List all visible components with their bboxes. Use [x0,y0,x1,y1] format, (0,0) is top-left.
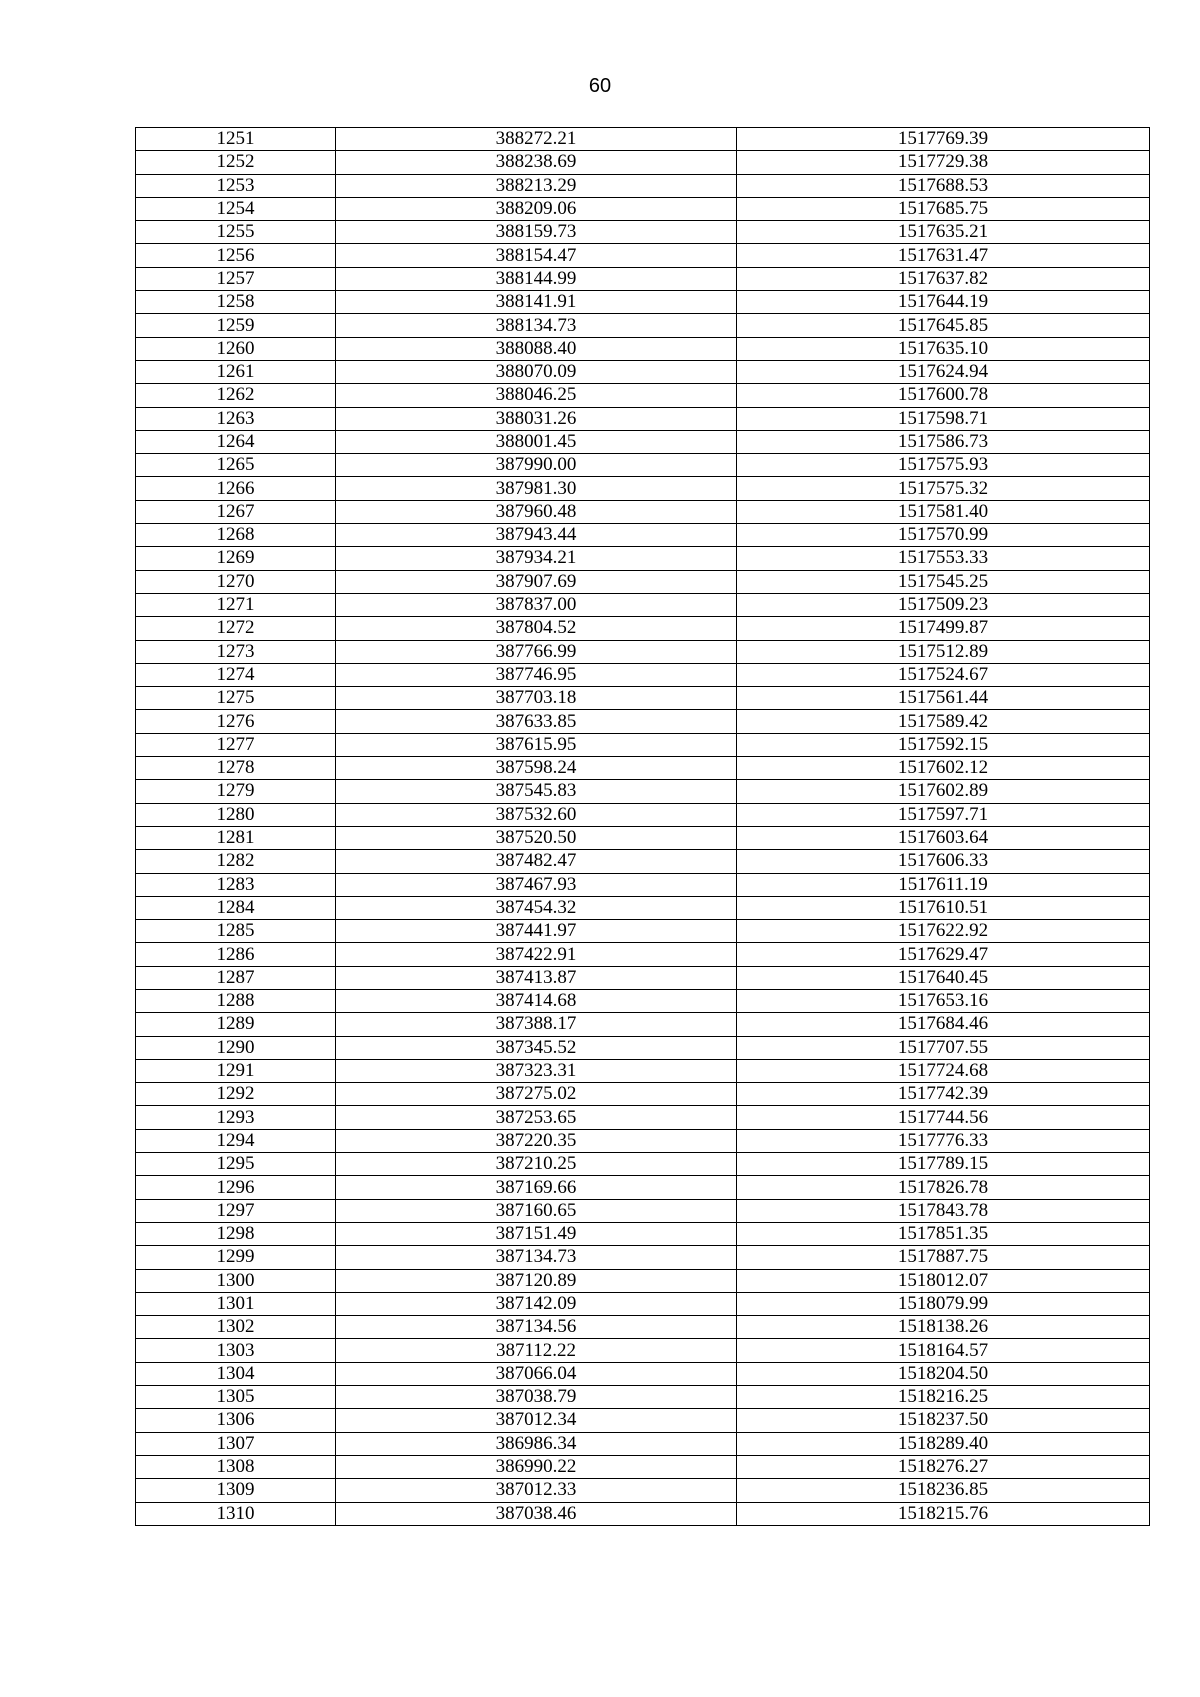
y-coordinate-cell: 1518236.85 [737,1479,1150,1502]
point-number-cell: 1289 [136,1013,336,1036]
point-number-cell: 1260 [136,337,336,360]
table-row [136,570,1150,593]
y-coordinate-cell: 1517645.85 [737,314,1150,337]
y-coordinate-cell: 1517707.55 [737,1036,1150,1059]
y-coordinate-cell: 1518164.57 [737,1339,1150,1362]
x-coordinate-cell: 387160.65 [336,1199,737,1222]
y-coordinate-cell: 1517887.75 [737,1246,1150,1269]
point-number-cell: 1261 [136,360,336,383]
point-number-cell: 1275 [136,687,336,710]
point-number-cell: 1252 [136,151,336,174]
x-coordinate-cell: 387454.32 [336,896,737,919]
x-coordinate-cell: 387482.47 [336,850,737,873]
table-row [136,1059,1150,1082]
point-number-cell: 1297 [136,1199,336,1222]
point-number-cell: 1300 [136,1269,336,1292]
table-row [136,663,1150,686]
table-row [136,826,1150,849]
x-coordinate-cell: 387467.93 [336,873,737,896]
y-coordinate-cell: 1518012.07 [737,1269,1150,1292]
point-number-cell: 1288 [136,989,336,1012]
y-coordinate-cell: 1517602.89 [737,780,1150,803]
x-coordinate-cell: 387120.89 [336,1269,737,1292]
y-coordinate-cell: 1518237.50 [737,1409,1150,1432]
y-coordinate-cell: 1517586.73 [737,430,1150,453]
point-number-cell: 1309 [136,1479,336,1502]
point-number-cell: 1298 [136,1222,336,1245]
table-row [136,1199,1150,1222]
point-number-cell: 1282 [136,850,336,873]
table-row [136,197,1150,220]
x-coordinate-cell: 387220.35 [336,1129,737,1152]
x-coordinate-cell: 387134.56 [336,1316,737,1339]
table-row [136,1386,1150,1409]
x-coordinate-cell: 387545.83 [336,780,737,803]
table-row [136,384,1150,407]
table-row [136,267,1150,290]
x-coordinate-cell: 388141.91 [336,291,737,314]
y-coordinate-cell: 1517631.47 [737,244,1150,267]
table-row [136,1269,1150,1292]
point-number-cell: 1287 [136,966,336,989]
table-row [136,454,1150,477]
x-coordinate-cell: 387598.24 [336,757,737,780]
y-coordinate-cell: 1517611.19 [737,873,1150,896]
point-number-cell: 1307 [136,1432,336,1455]
table-row [136,1176,1150,1199]
x-coordinate-cell: 387134.73 [336,1246,737,1269]
point-number-cell: 1257 [136,267,336,290]
y-coordinate-cell: 1517684.46 [737,1013,1150,1036]
x-coordinate-cell: 387934.21 [336,547,737,570]
point-number-cell: 1280 [136,803,336,826]
x-coordinate-cell: 388213.29 [336,174,737,197]
x-coordinate-cell: 387837.00 [336,593,737,616]
point-number-cell: 1256 [136,244,336,267]
y-coordinate-cell: 1517553.33 [737,547,1150,570]
x-coordinate-cell: 388046.25 [336,384,737,407]
x-coordinate-cell: 387943.44 [336,524,737,547]
point-number-cell: 1295 [136,1153,336,1176]
x-coordinate-cell: 387388.17 [336,1013,737,1036]
table-row [136,314,1150,337]
point-number-cell: 1273 [136,640,336,663]
point-number-cell: 1263 [136,407,336,430]
y-coordinate-cell: 1517644.19 [737,291,1150,314]
y-coordinate-cell: 1517575.32 [737,477,1150,500]
table-row [136,360,1150,383]
y-coordinate-cell: 1517776.33 [737,1129,1150,1152]
point-number-cell: 1299 [136,1246,336,1269]
point-number-cell: 1292 [136,1083,336,1106]
y-coordinate-cell: 1517598.71 [737,407,1150,430]
y-coordinate-cell: 1517592.15 [737,733,1150,756]
point-number-cell: 1302 [136,1316,336,1339]
x-coordinate-cell: 387804.52 [336,617,737,640]
point-number-cell: 1254 [136,197,336,220]
point-number-cell: 1304 [136,1362,336,1385]
table-row [136,244,1150,267]
x-coordinate-cell: 387142.09 [336,1292,737,1315]
x-coordinate-cell: 388031.26 [336,407,737,430]
table-row [136,1246,1150,1269]
x-coordinate-cell: 388238.69 [336,151,737,174]
y-coordinate-cell: 1517826.78 [737,1176,1150,1199]
point-number-cell: 1251 [136,128,336,151]
point-number-cell: 1301 [136,1292,336,1315]
x-coordinate-cell: 387746.95 [336,663,737,686]
x-coordinate-cell: 387703.18 [336,687,737,710]
y-coordinate-cell: 1517524.67 [737,663,1150,686]
table-row [136,593,1150,616]
table-row [136,757,1150,780]
point-number-cell: 1262 [136,384,336,407]
point-number-cell: 1265 [136,454,336,477]
y-coordinate-cell: 1517635.21 [737,221,1150,244]
x-coordinate-cell: 388154.47 [336,244,737,267]
page-number: 60 [588,75,612,97]
point-number-cell: 1258 [136,291,336,314]
x-coordinate-cell: 387112.22 [336,1339,737,1362]
y-coordinate-cell: 1517688.53 [737,174,1150,197]
point-number-cell: 1272 [136,617,336,640]
x-coordinate-cell: 387151.49 [336,1222,737,1245]
point-number-cell: 1267 [136,500,336,523]
point-number-cell: 1271 [136,593,336,616]
x-coordinate-cell: 387981.30 [336,477,737,500]
table-row [136,780,1150,803]
y-coordinate-cell: 1518289.40 [737,1432,1150,1455]
point-number-cell: 1283 [136,873,336,896]
y-coordinate-cell: 1517575.93 [737,454,1150,477]
table-row [136,1362,1150,1385]
y-coordinate-cell: 1517622.92 [737,920,1150,943]
point-number-cell: 1286 [136,943,336,966]
x-coordinate-cell: 387323.31 [336,1059,737,1082]
x-coordinate-cell: 388001.45 [336,430,737,453]
x-coordinate-cell: 387275.02 [336,1083,737,1106]
y-coordinate-cell: 1517742.39 [737,1083,1150,1106]
y-coordinate-cell: 1517637.82 [737,267,1150,290]
table-row [136,640,1150,663]
y-coordinate-cell: 1517603.64 [737,826,1150,849]
coordinates-table-body [136,128,1150,1526]
table-row [136,896,1150,919]
y-coordinate-cell: 1517640.45 [737,966,1150,989]
y-coordinate-cell: 1517843.78 [737,1199,1150,1222]
x-coordinate-cell: 386990.22 [336,1455,737,1478]
x-coordinate-cell: 388134.73 [336,314,737,337]
point-number-cell: 1305 [136,1386,336,1409]
table-row [136,221,1150,244]
x-coordinate-cell: 388144.99 [336,267,737,290]
x-coordinate-cell: 387210.25 [336,1153,737,1176]
x-coordinate-cell: 387012.33 [336,1479,737,1502]
table-row [136,547,1150,570]
table-row [136,1106,1150,1129]
x-coordinate-cell: 387633.85 [336,710,737,733]
table-row [136,1292,1150,1315]
table-row [136,687,1150,710]
x-coordinate-cell: 388272.21 [336,128,737,151]
x-coordinate-cell: 387012.34 [336,1409,737,1432]
x-coordinate-cell: 388159.73 [336,221,737,244]
y-coordinate-cell: 1517629.47 [737,943,1150,966]
table-row [136,291,1150,314]
point-number-cell: 1259 [136,314,336,337]
table-row [136,1153,1150,1176]
y-coordinate-cell: 1517724.68 [737,1059,1150,1082]
point-number-cell: 1291 [136,1059,336,1082]
y-coordinate-cell: 1518276.27 [737,1455,1150,1478]
table-row [136,1129,1150,1152]
y-coordinate-cell: 1517685.75 [737,197,1150,220]
point-number-cell: 1303 [136,1339,336,1362]
table-row [136,617,1150,640]
y-coordinate-cell: 1517600.78 [737,384,1150,407]
x-coordinate-cell: 387038.79 [336,1386,737,1409]
point-number-cell: 1293 [136,1106,336,1129]
point-number-cell: 1270 [136,570,336,593]
table-row [136,524,1150,547]
y-coordinate-cell: 1517635.10 [737,337,1150,360]
y-coordinate-cell: 1517597.71 [737,803,1150,826]
x-coordinate-cell: 387038.46 [336,1502,737,1525]
y-coordinate-cell: 1517499.87 [737,617,1150,640]
table-row [136,1432,1150,1455]
table-row [136,1222,1150,1245]
x-coordinate-cell: 387907.69 [336,570,737,593]
y-coordinate-cell: 1517624.94 [737,360,1150,383]
x-coordinate-cell: 387414.68 [336,989,737,1012]
table-row [136,1083,1150,1106]
y-coordinate-cell: 1518204.50 [737,1362,1150,1385]
y-coordinate-cell: 1517606.33 [737,850,1150,873]
point-number-cell: 1274 [136,663,336,686]
y-coordinate-cell: 1517561.44 [737,687,1150,710]
table-row [136,733,1150,756]
x-coordinate-cell: 387066.04 [336,1362,737,1385]
table-row [136,128,1150,151]
point-number-cell: 1253 [136,174,336,197]
point-number-cell: 1264 [136,430,336,453]
x-coordinate-cell: 387532.60 [336,803,737,826]
y-coordinate-cell: 1517509.23 [737,593,1150,616]
table-row [136,1409,1150,1432]
table-row [136,337,1150,360]
table-row [136,174,1150,197]
y-coordinate-cell: 1518079.99 [737,1292,1150,1315]
table-row [136,500,1150,523]
x-coordinate-cell: 387520.50 [336,826,737,849]
y-coordinate-cell: 1517789.15 [737,1153,1150,1176]
table-row [136,477,1150,500]
y-coordinate-cell: 1517545.25 [737,570,1150,593]
table-row [136,989,1150,1012]
table-row [136,1013,1150,1036]
x-coordinate-cell: 387345.52 [336,1036,737,1059]
table-row [136,151,1150,174]
table-row [136,1455,1150,1478]
x-coordinate-cell: 388070.09 [336,360,737,383]
y-coordinate-cell: 1517769.39 [737,128,1150,151]
table-row [136,920,1150,943]
table-row [136,966,1150,989]
x-coordinate-cell: 387960.48 [336,500,737,523]
x-coordinate-cell: 387413.87 [336,966,737,989]
y-coordinate-cell: 1517589.42 [737,710,1150,733]
x-coordinate-cell: 386986.34 [336,1432,737,1455]
x-coordinate-cell: 388209.06 [336,197,737,220]
point-number-cell: 1281 [136,826,336,849]
point-number-cell: 1268 [136,524,336,547]
point-number-cell: 1277 [136,733,336,756]
y-coordinate-cell: 1517744.56 [737,1106,1150,1129]
table-row [136,1502,1150,1525]
coordinates-table [135,127,1150,1526]
table-row [136,850,1150,873]
y-coordinate-cell: 1517602.12 [737,757,1150,780]
point-number-cell: 1269 [136,547,336,570]
table-row [136,1479,1150,1502]
table-row [136,430,1150,453]
x-coordinate-cell: 387441.97 [336,920,737,943]
y-coordinate-cell: 1518138.26 [737,1316,1150,1339]
table-row [136,1339,1150,1362]
x-coordinate-cell: 387169.66 [336,1176,737,1199]
point-number-cell: 1308 [136,1455,336,1478]
point-number-cell: 1306 [136,1409,336,1432]
y-coordinate-cell: 1518215.76 [737,1502,1150,1525]
y-coordinate-cell: 1517570.99 [737,524,1150,547]
table-row [136,407,1150,430]
y-coordinate-cell: 1517851.35 [737,1222,1150,1245]
table-row [136,803,1150,826]
point-number-cell: 1255 [136,221,336,244]
point-number-cell: 1285 [136,920,336,943]
point-number-cell: 1290 [136,1036,336,1059]
point-number-cell: 1296 [136,1176,336,1199]
x-coordinate-cell: 387766.99 [336,640,737,663]
x-coordinate-cell: 387615.95 [336,733,737,756]
table-row [136,943,1150,966]
table-row [136,710,1150,733]
point-number-cell: 1279 [136,780,336,803]
y-coordinate-cell: 1517610.51 [737,896,1150,919]
table-row [136,873,1150,896]
y-coordinate-cell: 1517581.40 [737,500,1150,523]
x-coordinate-cell: 387253.65 [336,1106,737,1129]
y-coordinate-cell: 1517653.16 [737,989,1150,1012]
point-number-cell: 1310 [136,1502,336,1525]
y-coordinate-cell: 1518216.25 [737,1386,1150,1409]
y-coordinate-cell: 1517512.89 [737,640,1150,663]
point-number-cell: 1266 [136,477,336,500]
x-coordinate-cell: 388088.40 [336,337,737,360]
x-coordinate-cell: 387422.91 [336,943,737,966]
point-number-cell: 1294 [136,1129,336,1152]
point-number-cell: 1276 [136,710,336,733]
x-coordinate-cell: 387990.00 [336,454,737,477]
point-number-cell: 1284 [136,896,336,919]
y-coordinate-cell: 1517729.38 [737,151,1150,174]
table-row [136,1316,1150,1339]
table-row [136,1036,1150,1059]
point-number-cell: 1278 [136,757,336,780]
